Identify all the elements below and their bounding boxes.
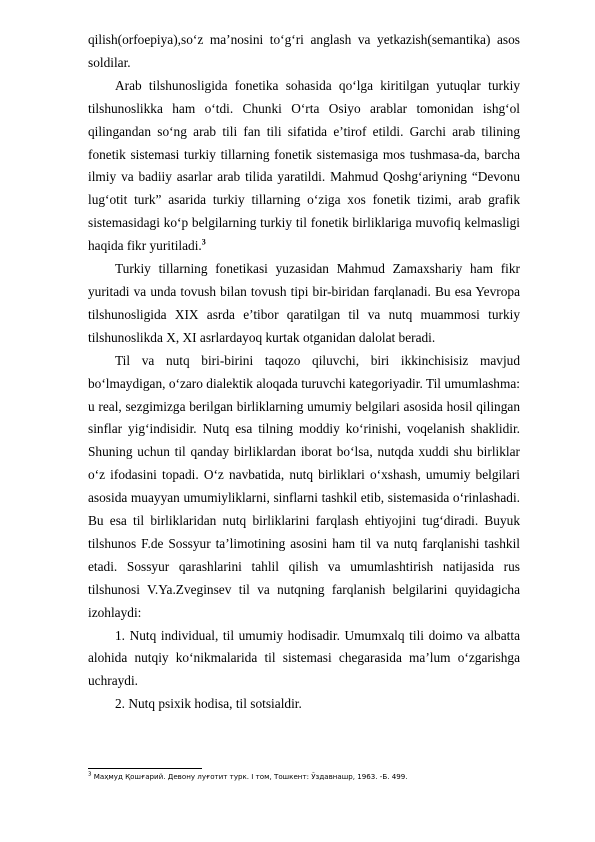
footnote-text: Маҳмуд Қошғарий. Девону луғотит турк. I том, Тошкент: Ўздавнашр, 1963. -Б. 499. xyxy=(93,772,408,781)
body-text xyxy=(88,29,520,716)
footnote-reference[interactable]: 3 xyxy=(201,237,206,247)
paragraph-5 xyxy=(88,625,520,694)
paragraph-4 xyxy=(88,350,520,625)
paragraph-text: Turkiy tillarning fonetikasi yuzasidan Mahmud Zamaxshariy ham fikr yuritadi va unda tovush bilan tovush tipi bir-biridan farqlanadi. Bu esa Yevropa tilshunosligida XIX asrda e’tibor qaratilgan til va nutq muammosi turkiy tilshunoslikda X, XI asrlardayoq kurtak otganidan dalolat beradi. xyxy=(88,261,520,345)
footnote-number: 3 xyxy=(88,771,92,778)
paragraph-text: Arab tilshunosligida fonetika sohasida qo‘lga kiritilgan yutuqlar turkiy tilshunoslikka ham o‘tdi. Chunki O‘rta Osiyo arablar tomonidan ishg‘ol qilingandan so‘ng arab tili fan tili sifatida e’tirof etildi. Garchi arab tilining fonetik sistemasi turkiy tillarning fonetik sistemasiga mos tushmasa-da, barcha ilmiy va badiiy asarlar arab tilida yaratildi. Mahmud Qoshg‘ariyning “Devonu lug‘otit turk” asarida turkiy tillarning o‘ziga xos fonetik tizimi, arab grafik sistemasidagi ko‘p belgilarning turkiy til fonetik birliklariga muvofiq kelmasligi haqida fikr yuritiladi. xyxy=(88,77,520,254)
paragraph-text: Til va nutq biri-birini taqozo qiluvchi, biri ikkinchisisiz mavjud bo‘lmaydigan, o‘zaro dialektik aloqada turuvchi kategoriyadir. Til umumlashma: u real, sezgimizga berilgan birliklarning umumiy belgilari asosida hosil qilingan sinflar yig‘indisidir. Nutq esa tilning moddiy ko‘rinishi, voqelanish shaklidir. Shuning uchun til qanday birliklardan iborat bo‘lsa, nutqda xuddi shu birliklar o‘z ifodasini topadi. O‘z navbatida, nutq birliklari o‘xshash, umumiy belgilari asosida muayyan umumiyliklarni, sinflarni tashkil etib, sistemasida o‘rinlashadi. Bu esa til birliklaridan nutq birliklarini farqlash ehtiyojini tug‘diradi. Buyuk tilshunos F.de Sossyur ta’limotining asosini ham til va nutq farqlanishi tashkil etadi. Sossyur qarashlarini tahlil qilish va umumlashtirish natijasida rus tilshunosi V.Ya.Zveginsev til va nutqning farqlanish belgilarini quyidagicha izohlaydi: xyxy=(88,352,520,620)
paragraph-text: 2. Nutq psixik hodisa, til sotsialdir. xyxy=(115,696,302,712)
paragraph-text: qilish(orfoepiya),so‘z ma’nosini to‘g‘ri anglash va yetkazish(semantika) asos soldilar. xyxy=(88,32,520,70)
footnote xyxy=(88,772,528,782)
paragraph-3 xyxy=(88,258,520,350)
paragraph-1 xyxy=(88,29,520,75)
paragraph-6 xyxy=(88,693,520,716)
paragraph-text: 1. Nutq individual, til umumiy hodisadir. Umumxalq tili doimo va albatta alohida nutqiy ko‘nikmalarida til sistemasi chegarasida ma’lum o‘zgarishga uchraydi. xyxy=(88,627,520,689)
footnote-separator xyxy=(88,768,202,769)
paragraph-2 xyxy=(88,75,520,258)
